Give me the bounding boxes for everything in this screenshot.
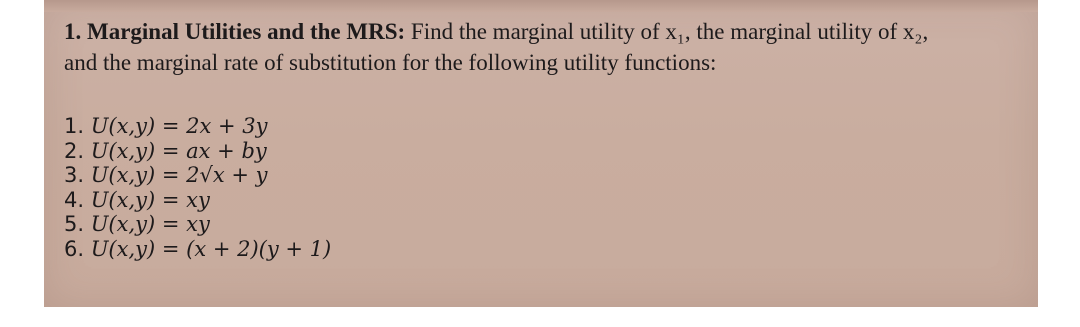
list-item — [64, 163, 331, 188]
utility-function-list — [64, 114, 331, 261]
utility-function: U(x,y) = xy — [90, 187, 210, 212]
item-number: 3. — [64, 163, 85, 187]
problem-line-2: and the marginal rate of substitution for the following utility functions: — [64, 50, 717, 75]
problem-line-1 — [64, 16, 1024, 47]
utility-function: U(x,y) = ax + by — [90, 138, 267, 163]
list-item — [64, 212, 331, 237]
item-number: 2. — [64, 138, 85, 163]
utility-function: U(x,y) = 2x + 3y — [90, 114, 268, 138]
paper-top-edge — [44, 0, 1038, 12]
list-item — [64, 139, 331, 164]
list-item — [64, 237, 331, 262]
list-item — [64, 188, 331, 213]
list-item — [64, 114, 331, 139]
item-number: 4. — [64, 187, 85, 212]
problem-statement — [64, 16, 1024, 78]
problem-text-1: Find the marginal utility of x₁, the marginal utility of x₂, — [405, 19, 929, 44]
item-number: 6. — [64, 236, 85, 261]
utility-function: U(x,y) = xy — [90, 212, 210, 236]
item-number: 1. — [64, 114, 85, 138]
item-number: 5. — [64, 212, 85, 236]
paper-sheet — [44, 0, 1038, 307]
utility-function: U(x,y) = (x + 2)(y + 1) — [90, 236, 332, 261]
problem-heading: 1. Marginal Utilities and the MRS: — [64, 19, 406, 44]
utility-function: U(x,y) = 2√x + y — [90, 163, 268, 187]
